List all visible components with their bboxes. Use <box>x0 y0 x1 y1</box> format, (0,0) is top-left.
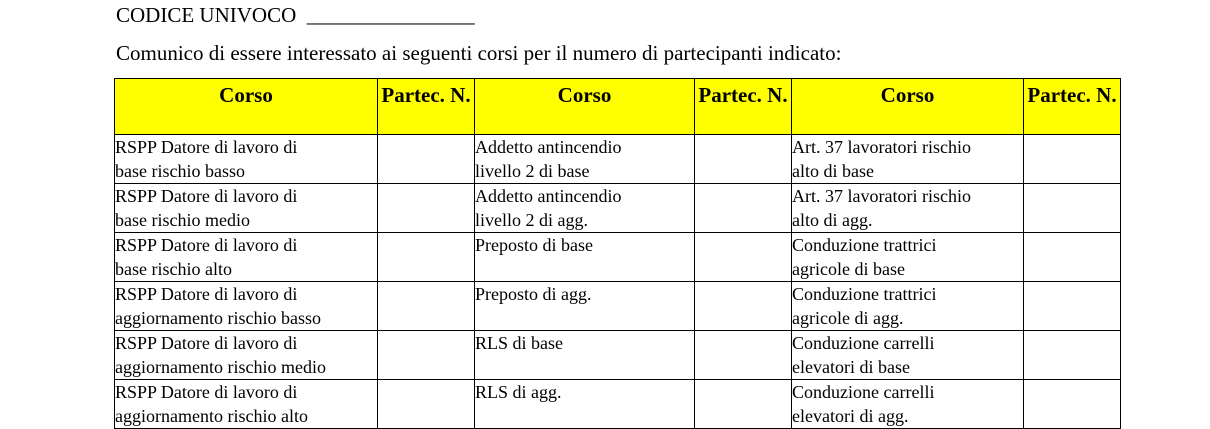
course-cell: Addetto antincendio livello 2 di base <box>475 135 695 184</box>
column-header-partecipanti: Partec. N. <box>695 79 792 135</box>
column-header-corso: Corso <box>115 79 378 135</box>
participants-cell[interactable] <box>1024 135 1121 184</box>
participants-cell[interactable] <box>695 282 792 331</box>
course-cell: Art. 37 lavoratori rischio alto di agg. <box>792 184 1024 233</box>
participants-cell[interactable] <box>378 380 475 429</box>
codice-univoco-label: CODICE UNIVOCO <box>116 3 297 27</box>
participants-cell[interactable] <box>1024 331 1121 380</box>
table-row <box>115 331 1121 380</box>
course-cell: RSPP Datore di lavoro di base rischio alto <box>115 233 378 282</box>
column-header-corso: Corso <box>475 79 695 135</box>
participants-cell[interactable] <box>695 233 792 282</box>
participants-cell[interactable] <box>695 380 792 429</box>
course-cell: RSPP Datore di lavoro di base rischio medio <box>115 184 378 233</box>
course-cell: Addetto antincendio livello 2 di agg. <box>475 184 695 233</box>
table-row <box>115 184 1121 233</box>
column-header-partecipanti: Partec. N. <box>378 79 475 135</box>
course-cell: Preposto di base <box>475 233 695 282</box>
course-cell: RSPP Datore di lavoro di base rischio basso <box>115 135 378 184</box>
participants-cell[interactable] <box>378 184 475 233</box>
course-cell: Conduzione carrelli elevatori di agg. <box>792 380 1024 429</box>
course-cell: Conduzione trattrici agricole di agg. <box>792 282 1024 331</box>
participants-cell[interactable] <box>378 331 475 380</box>
participants-cell[interactable] <box>378 233 475 282</box>
participants-cell[interactable] <box>695 331 792 380</box>
participants-cell[interactable] <box>1024 380 1121 429</box>
course-cell: Conduzione trattrici agricole di base <box>792 233 1024 282</box>
course-cell: RSPP Datore di lavoro di aggiornamento rischio alto <box>115 380 378 429</box>
course-cell: RLS di agg. <box>475 380 695 429</box>
column-header-corso: Corso <box>792 79 1024 135</box>
participants-cell[interactable] <box>378 135 475 184</box>
table-header-row <box>115 79 1121 135</box>
participants-cell[interactable] <box>1024 282 1121 331</box>
table-row <box>115 233 1121 282</box>
course-cell: Conduzione carrelli elevatori di base <box>792 331 1024 380</box>
course-cell: Art. 37 lavoratori rischio alto di base <box>792 135 1024 184</box>
course-cell: Preposto di agg. <box>475 282 695 331</box>
course-cell: RSPP Datore di lavoro di aggiornamento rischio basso <box>115 282 378 331</box>
participants-cell[interactable] <box>1024 184 1121 233</box>
codice-univoco-blank[interactable]: ________________ <box>306 3 475 27</box>
column-header-partecipanti: Partec. N. <box>1024 79 1121 135</box>
participants-cell[interactable] <box>695 184 792 233</box>
codice-univoco-line <box>116 3 475 27</box>
course-cell: RLS di base <box>475 331 695 380</box>
table-row <box>115 282 1121 331</box>
intro-text: Comunico di essere interessato ai seguenti corsi per il numero di partecipanti indicato: <box>116 41 842 65</box>
course-cell: RSPP Datore di lavoro di aggiornamento rischio medio <box>115 331 378 380</box>
participants-cell[interactable] <box>378 282 475 331</box>
table-row <box>115 135 1121 184</box>
courses-table <box>114 78 1121 429</box>
participants-cell[interactable] <box>695 135 792 184</box>
table-row <box>115 380 1121 429</box>
participants-cell[interactable] <box>1024 233 1121 282</box>
